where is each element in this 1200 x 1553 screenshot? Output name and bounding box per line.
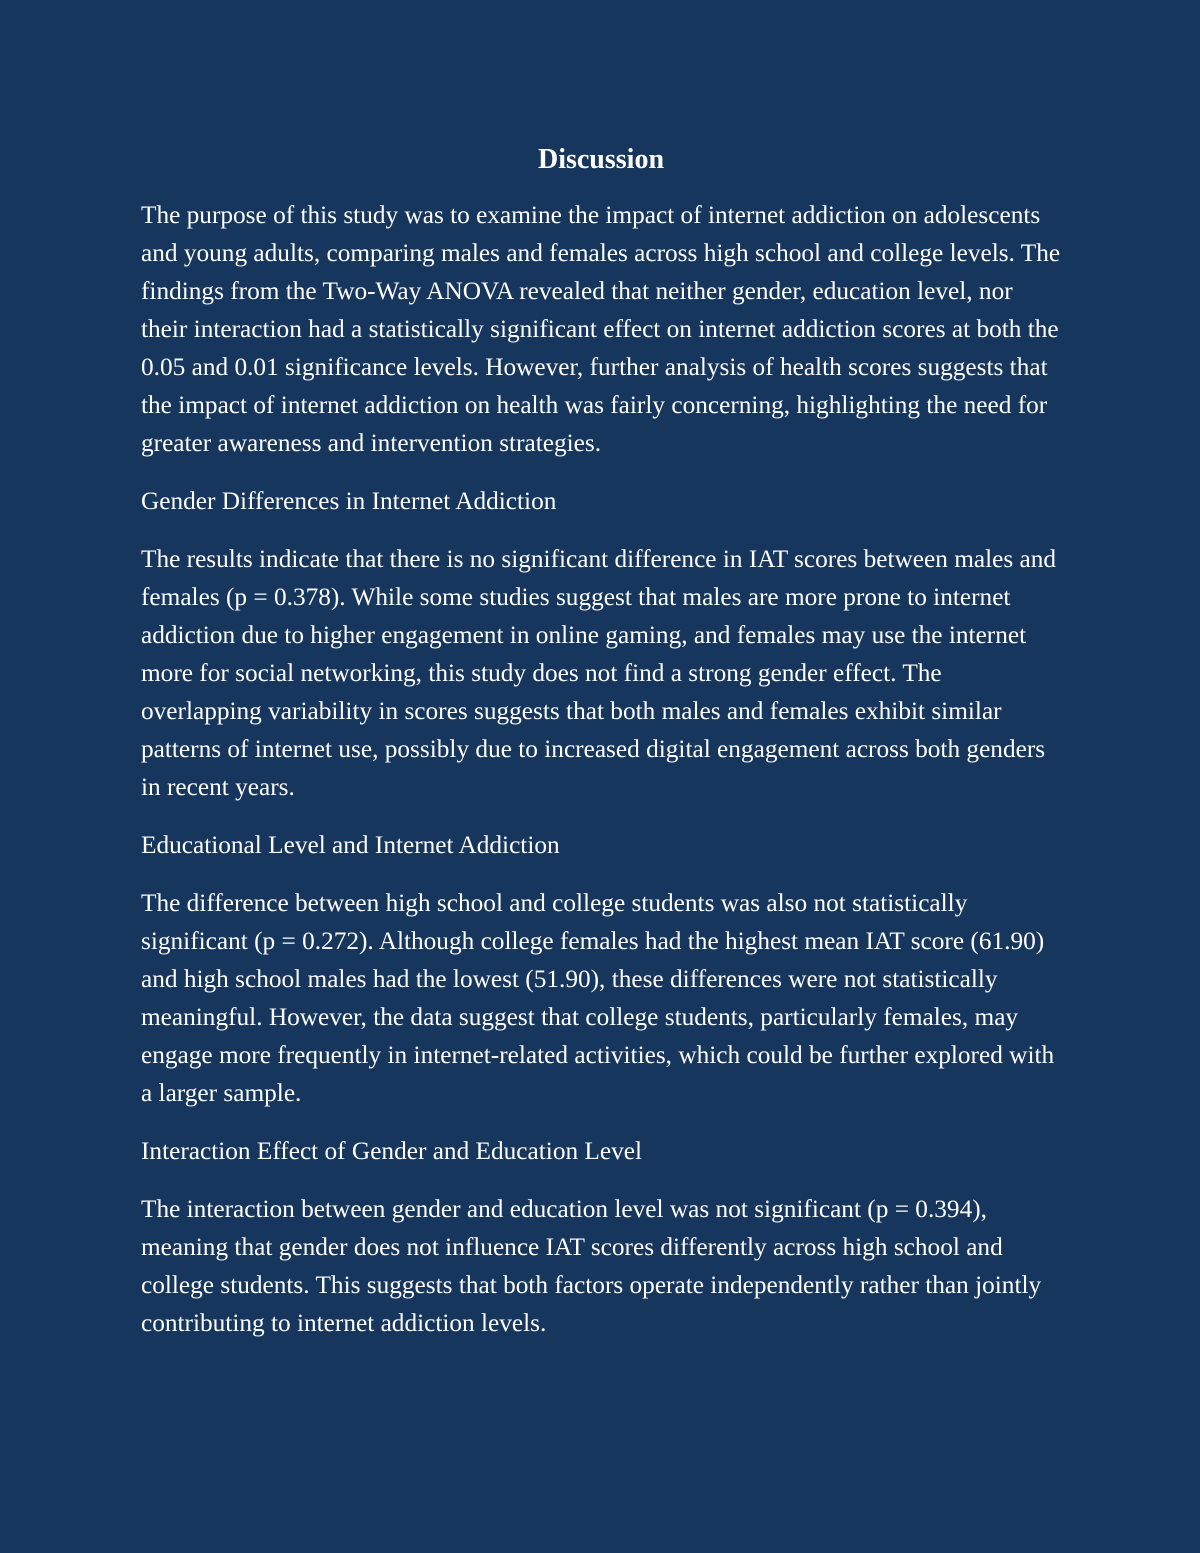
section-heading-education: Educational Level and Internet Addiction [141, 831, 560, 859]
document-page [141, 138, 1061, 1362]
section-body-education: The difference between high school and college students was also not statistically significant (p = 0.272). Although college females had the highest mean IAT score (61.90) and high school males had the lowest (51.90), these differences were not statistically meaningful. However, the data suggest that college students, particularly females, may engage more frequently in internet-related activities, which could be further explored with a larger sample. [141, 889, 1055, 1107]
section-body-interaction: The interaction between gender and education level was not significant (p = 0.394), meaning that gender does not influence IAT scores differently across high school and college students. This suggests that both factors operate independently rather than jointly contributing to internet addiction levels. [141, 1195, 1042, 1337]
section-heading-interaction: Interaction Effect of Gender and Education Level [141, 1137, 643, 1165]
intro-paragraph: The purpose of this study was to examine the impact of internet addiction on adolescents and young adults, comparing males and females across high school and college levels. The findings from the Two-Way ANOVA revealed that neither gender, education level, nor their interaction had a statistically significant effect on internet addiction scores at both the 0.05 and 0.01 significance levels. However, further analysis of health scores suggests that the impact of internet addiction on health was fairly concerning, highlighting the need for greater awareness and intervention strategies. [141, 201, 1061, 457]
section-body-gender: The results indicate that there is no significant difference in IAT scores between males and females (p = 0.378). While some studies suggest that males are more prone to internet addiction due to higher engagement in online gaming, and females may use the internet more for social networking, this study does not find a strong gender effect. The overlapping variability in scores suggests that both males and females exhibit similar patterns of internet use, possibly due to increased digital engagement across both genders in recent years. [141, 545, 1057, 801]
page-title: Discussion [537, 144, 665, 175]
section-heading-gender: Gender Differences in Internet Addiction [141, 487, 557, 515]
